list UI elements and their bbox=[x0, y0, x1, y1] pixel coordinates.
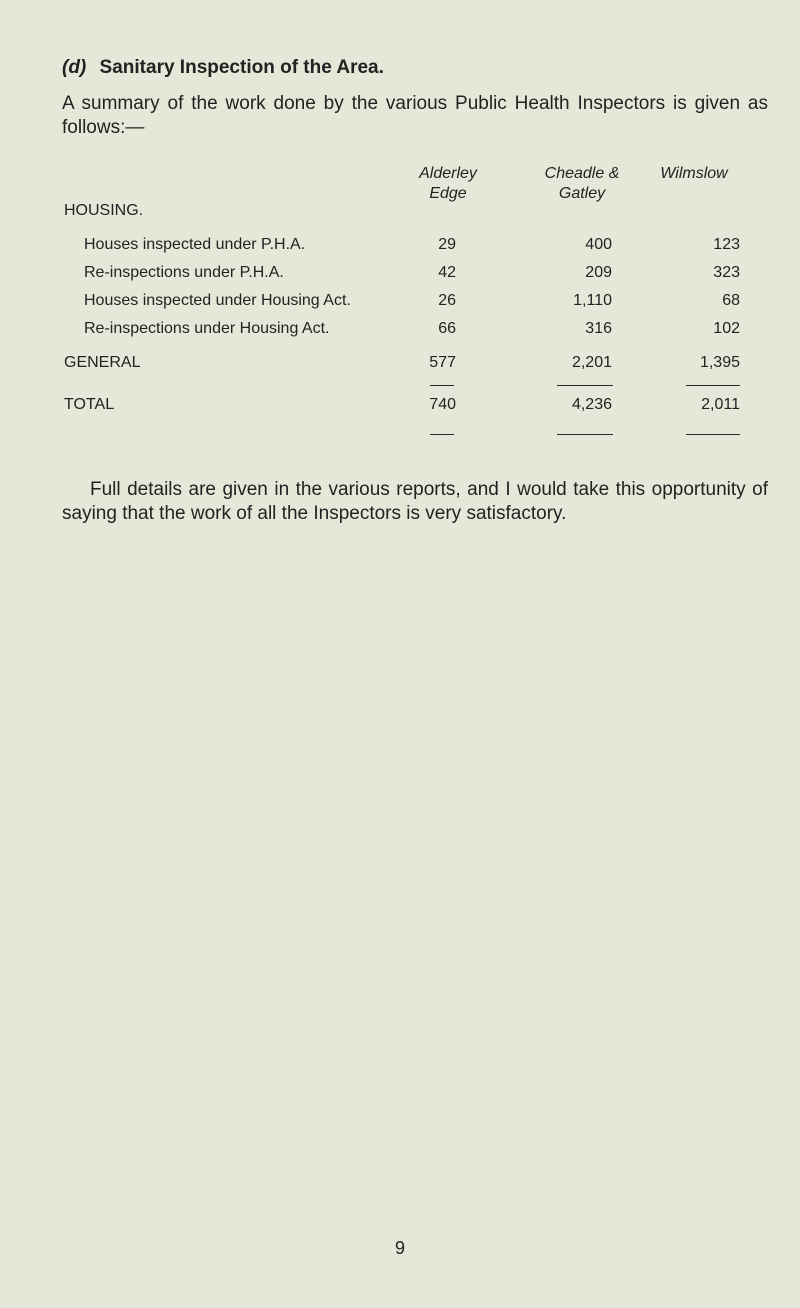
column-header-wilmslow bbox=[644, 164, 744, 184]
intro-paragraph: A summary of the work done by the various Public Health Inspectors is given as follows:— bbox=[62, 93, 768, 138]
table-row bbox=[0, 236, 800, 258]
value-wilmslow: 2,011 bbox=[701, 396, 740, 413]
column-header-line2: Edge bbox=[429, 185, 467, 202]
table-row bbox=[0, 264, 800, 286]
sum-rule bbox=[557, 385, 613, 386]
section-heading bbox=[62, 57, 384, 79]
column-header-cheadle bbox=[526, 164, 638, 204]
value-cheadle: 4,236 bbox=[571, 396, 612, 413]
value-wilmslow: 123 bbox=[713, 236, 740, 253]
sum-rule bbox=[686, 385, 740, 386]
table-row-general bbox=[0, 354, 800, 376]
value-cheadle: 209 bbox=[585, 264, 612, 281]
total-rule bbox=[686, 434, 740, 435]
row-label: Houses inspected under Housing Act. bbox=[84, 292, 351, 309]
value-cheadle: 400 bbox=[585, 236, 612, 253]
row-label: Houses inspected under P.H.A. bbox=[84, 236, 306, 253]
section-title: Sanitary Inspection of the Area. bbox=[99, 57, 384, 78]
total-rule bbox=[557, 434, 613, 435]
value-alderley: 26 bbox=[438, 292, 456, 309]
value-alderley: 42 bbox=[438, 264, 456, 281]
row-label: Re-inspections under Housing Act. bbox=[84, 320, 330, 337]
sum-rule bbox=[430, 385, 454, 386]
value-cheadle: 2,201 bbox=[571, 354, 612, 371]
closing-text: Full details are given in the various reports, and I would take this opportunity of saying that the work of all the Inspectors is very satisfactory. bbox=[62, 479, 768, 524]
row-label: Re-inspections under P.H.A. bbox=[84, 264, 284, 281]
column-header-line1: Cheadle & bbox=[544, 165, 620, 182]
table-row bbox=[0, 292, 800, 314]
value-cheadle: 316 bbox=[585, 320, 612, 337]
value-alderley: 577 bbox=[429, 354, 456, 371]
value-alderley: 66 bbox=[438, 320, 456, 337]
section-letter: (d) bbox=[62, 57, 87, 78]
column-header-line2: Gatley bbox=[558, 185, 606, 202]
value-alderley: 740 bbox=[429, 396, 456, 413]
closing-paragraph bbox=[62, 478, 768, 526]
row-label: GENERAL bbox=[64, 354, 141, 371]
value-wilmslow: 102 bbox=[713, 320, 740, 337]
table-row-total bbox=[0, 396, 800, 418]
value-cheadle: 1,110 bbox=[573, 292, 612, 309]
value-wilmslow: 68 bbox=[722, 292, 740, 309]
value-alderley: 29 bbox=[438, 236, 456, 253]
column-header-line1: Wilmslow bbox=[660, 165, 728, 182]
value-wilmslow: 1,395 bbox=[699, 354, 740, 371]
column-header-alderley bbox=[400, 164, 496, 204]
column-header-line1: Alderley bbox=[419, 165, 477, 182]
total-rule bbox=[430, 434, 454, 435]
page-number: 9 bbox=[394, 1238, 405, 1258]
section-label-housing: HOUSING. bbox=[64, 202, 144, 219]
value-wilmslow: 323 bbox=[713, 264, 740, 281]
row-label: TOTAL bbox=[64, 396, 115, 413]
table-row bbox=[0, 320, 800, 342]
